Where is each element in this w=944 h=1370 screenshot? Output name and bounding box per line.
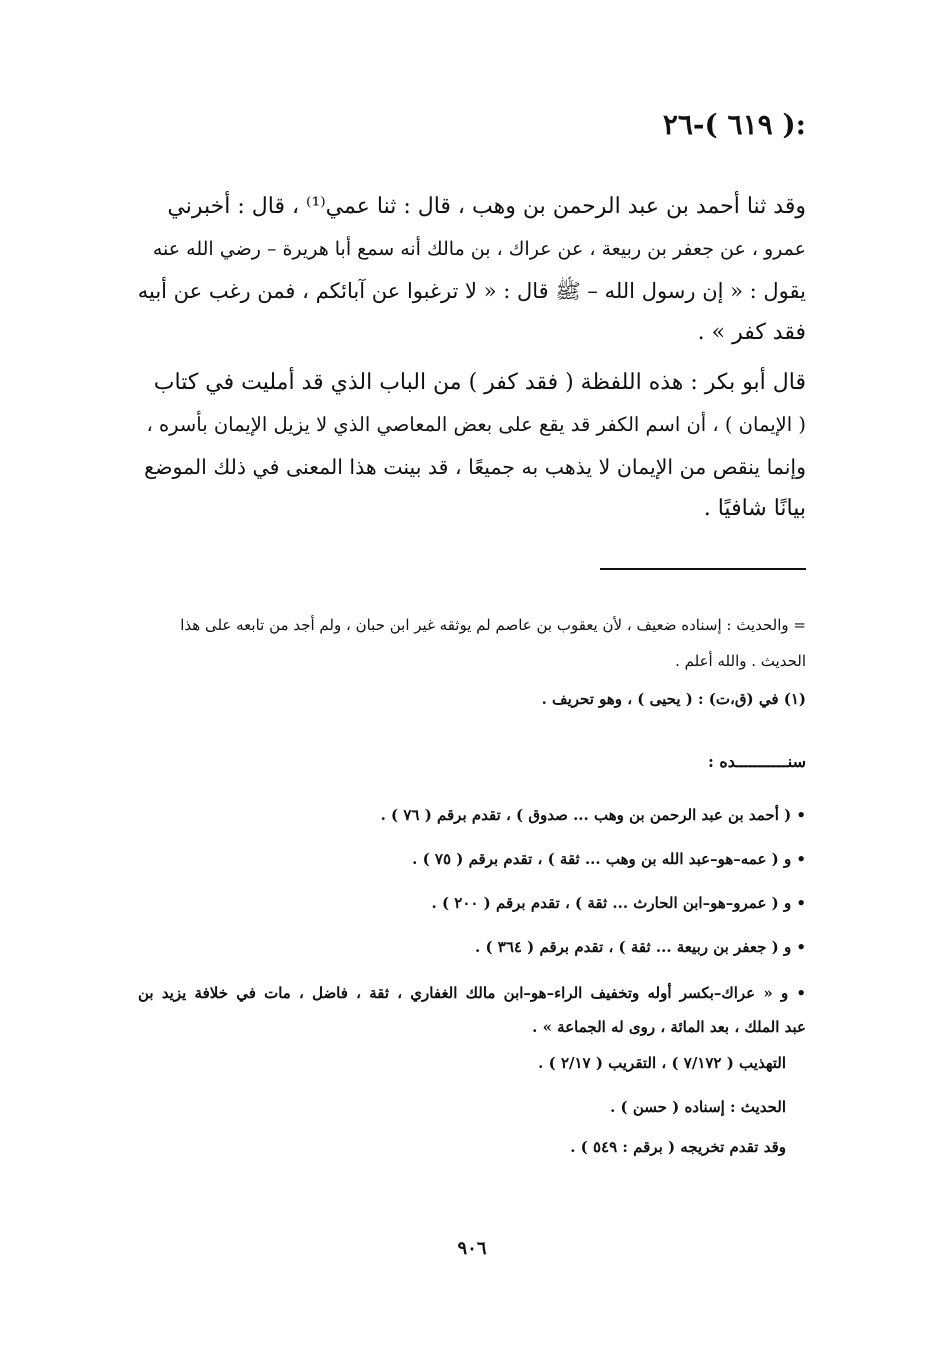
hadith-text-line: فقد كفر » .	[697, 320, 806, 345]
commentary-line: بيانًا شافيًا .	[703, 496, 806, 521]
hadith-grade: الحديث : إسناده ( حسن ) .	[610, 1098, 786, 1116]
footnote-divider	[600, 568, 806, 570]
sanad-heading: سنـــــــــــده :	[707, 752, 806, 771]
footnote-continued-line: الحديث . والله أعلم .	[675, 652, 806, 670]
page-number: ٩٠٦	[457, 1238, 487, 1259]
narrator-item: • ( أحمد بن عبد الرحمن بن وهب ... صدوق ) ، تقدم برقم ( ٧٦ ) .	[380, 806, 806, 824]
narrator-item: • و ( جعفر بن ربيعة ... ثقة ) ، تقدم برقم ( ٣٦٤ ) .	[475, 938, 806, 956]
commentary-line: قال أبو بكر : هذه اللفظة ( فقد كفر ) من الباب الذي قد أمليت في كتاب	[153, 370, 806, 395]
footnote-continued-line: = والحديث : إسناده ضعيف ، لأن يعقوب بن عاصم لم يوثقه غير ابن حبان ، ولم أجد من تابعه على هذا	[180, 616, 806, 634]
commentary-line: ( الإيمان ) ، أن اسم الكفر قد يقع على بعض المعاصي الذي لا يزيل الإيمان بأسره ،	[146, 413, 806, 436]
narrator-item: • و « عراك–بكسر أوله وتخفيف الراء–هو–ابن مالك الغفاري ، ثقة ، فاضل ، مات في خلافة يزيد بن	[138, 984, 806, 1002]
narrator-item-continued: عبد الملك ، بعد المائة ، روى له الجماعة » .	[532, 1018, 806, 1036]
takhrij-line: وقد تقدم تخريجه ( برقم : ٥٤٩ ) .	[570, 1138, 786, 1156]
hadith-text-line: عمرو ، عن جعفر بن ربيعة ، عن عراك ، بن مالك أنه سمع أبا هريرة – رضي الله عنه	[152, 238, 806, 260]
narrator-item: • و ( عمرو–هو–ابن الحارث ... ثقة ) ، تقدم برقم ( ٢٠٠ ) .	[431, 894, 806, 912]
hadith-number: :( ٦١٩ )-٢٦	[662, 108, 806, 141]
footnote-1: (١) في (ق،ت) : ( يحيى ) ، وهو تحريف .	[541, 690, 806, 708]
hadith-text-line: وقد ثنا أحمد بن عبد الرحمن بن وهب ، قال : ثنا عمي⁽¹⁾ ، قال : أخبرني	[167, 194, 806, 219]
narrator-item: • و ( عمه–هو–عبد الله بن وهب ... ثقة ) ، تقدم برقم ( ٧٥ ) .	[412, 850, 806, 868]
commentary-line: وإنما ينقص من الإيمان لا يذهب به جميعًا ، قد بينت هذا المعنى في ذلك الموضع	[144, 455, 806, 479]
hadith-text-line: يقول : « إن رسول الله – ﷺ قال : « لا ترغبوا عن آبائكم ، فمن رغب عن أبيه	[137, 279, 806, 303]
reference-line: التهذيب ( ٧/١٧٢ ) ، التقريب ( ٢/١٧ ) .	[538, 1054, 786, 1072]
